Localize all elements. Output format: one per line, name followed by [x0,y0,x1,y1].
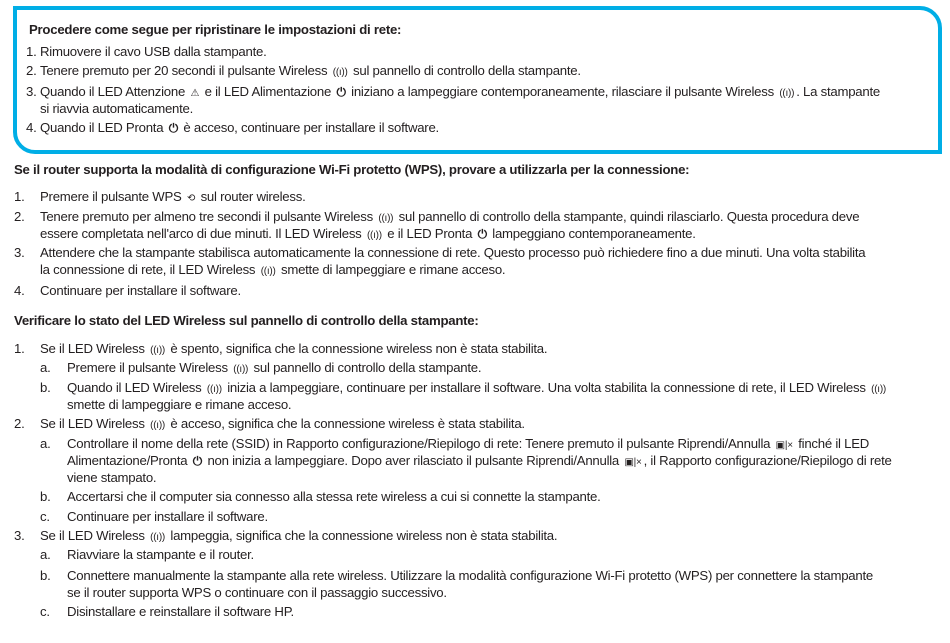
step-text: Rimuovere il cavo USB dalla stampante. [40,44,267,59]
step-number: 1. [14,189,25,204]
power-icon: ⏻ [192,454,203,468]
wps-icon: ⟲ [187,193,196,204]
step-text-part: lampeggiano contemporaneamente. [492,226,696,241]
step-text-part: sul pannello di controllo della stampante. [253,360,482,375]
wireless-icon: ((ı)) [779,88,795,99]
substep-letter: c. [40,509,50,524]
step-number: 3. [14,528,25,543]
resume-cancel-icon: ▣|× [775,440,793,451]
step-text-part: Quando il LED Pronta [40,120,164,135]
step-text-part: Tenere premuto per almeno tre secondi il pulsante Wireless [40,209,373,224]
substep-text-line2: smette di lampeggiare e rimane acceso. [67,397,292,412]
step-text-part: . La stampante [796,84,880,99]
wireless-icon: ((ı)) [206,384,222,395]
step-text-part: Premere il pulsante WPS [40,189,182,204]
substep-text: Riavviare la stampante e il router. [67,547,254,562]
wireless-icon: ((ı)) [332,67,348,78]
step-text-part: finché il LED [798,436,870,451]
step-text-part: essere completata nell'arco di due minuti. Il LED Wireless [40,226,362,241]
substep-letter: b. [40,568,51,583]
step-text-line2 [40,225,696,244]
step-text-part: è acceso, significa che la connessione wireless è stata stabilita. [170,416,525,431]
step-text-part: Alimentazione/Pronta [67,453,188,468]
substep-text: Continuare per installare il software. [67,509,268,524]
step-text-part: Tenere premuto per 20 secondi il pulsante Wireless [40,63,328,78]
step-text-part: è spento, significa che la connessione wireless non è stata stabilita. [170,341,548,356]
step-text: Continuare per installare il software. [40,283,241,298]
step-number: 1. [26,44,37,59]
substep-letter: a. [40,436,51,451]
step-text-part: è acceso, continuare per installare il software. [183,120,439,135]
step-text-part: iniziano a lampeggiare contemporaneamente, rilasciare il pulsante Wireless [351,84,774,99]
step-text-part: sul pannello di controllo della stampante. [353,63,581,78]
substep-text-line2: se il router supporta WPS o continuare con il passaggio successivo. [67,585,447,600]
power-icon: ⏻ [168,121,178,135]
substep-letter: b. [40,489,51,504]
wireless-icon: ((ı)) [260,266,276,277]
power-icon: ⏻ [336,85,346,99]
step-text-part: Controllare il nome della rete (SSID) in Rapporto configurazione/Riepilogo di rete: Tenere premuto il pulsante Riprendi/Annulla [67,436,771,451]
step-text [40,415,525,434]
step-number: 4. [26,120,37,135]
wireless-icon: ((ı)) [378,213,394,224]
resume-cancel-icon: ▣|× [624,457,642,468]
step-text [40,119,439,137]
wireless-icon: ((ı)) [366,230,382,241]
step-text-part: non inizia a lampeggiare. Dopo aver rilasciato il pulsante Riprendi/Annulla [207,453,620,468]
step-text [40,527,557,546]
wireless-icon: ((ı)) [150,420,165,431]
step-number: 3. [26,84,37,99]
step-text-part: Quando il LED Attenzione [40,84,186,99]
wps-section-title: Se il router supporta la modalità di configurazione Wi-Fi protetto (WPS), provare a utilizzarla per la connessione: [14,162,690,177]
step-text-part: sul router wireless. [200,189,306,204]
step-text-part: Se il LED Wireless [40,341,145,356]
step-text-part: Se il LED Wireless [40,528,145,543]
step-number: 1. [14,341,25,356]
step-text-part: e il LED Pronta [387,226,473,241]
step-text-line2 [40,261,505,280]
step-text [40,188,306,207]
step-text: Attendere che la stampante stabilisca automaticamente la connessione di rete. Questo processo può richiedere fino a due minuti. Una volta stabilita [40,245,866,260]
step-text-line2: si riavvia automaticamente. [40,101,194,116]
substep-text: Connettere manualmente la stampante alla rete wireless. Utilizzare la modalità configurazione Wi-Fi protetto (WPS) per connettere la stampante [67,568,873,583]
step-text-part: e il LED Alimentazione [204,84,332,99]
wireless-icon: ((ı)) [150,345,165,356]
wireless-icon: ((ı)) [150,532,165,543]
step-text-part: lampeggia, significa che la connessione wireless non è stata stabilita. [170,528,558,543]
substep-letter: a. [40,547,51,562]
step-text-part: Quando il LED Wireless [67,380,202,395]
attention-icon: ⚠ [190,88,200,99]
wireless-icon: ((ı)) [233,364,249,375]
step-number: 2. [26,63,37,78]
wireless-icon: ((ı)) [871,384,886,395]
substep-text-line3: viene stampato. [67,470,157,485]
substep-letter: c. [40,604,50,619]
substep-text: Accertarsi che il computer sia connesso alla stessa rete wireless a cui si connette la stampante. [67,489,601,504]
substep-letter: a. [40,360,51,375]
power-icon: ⏻ [477,227,487,241]
step-text-part: Premere il pulsante Wireless [67,360,228,375]
step-text-part: , il Rapporto configurazione/Riepilogo di rete [643,453,892,468]
substep-text-line2 [67,452,892,471]
step-text-part: smette di lampeggiare e rimane acceso. [280,262,506,277]
step-text-part: inizia a lampeggiare, continuare per installare il software. Una volta stabilita la connessione di rete, il LED Wireless [227,380,866,395]
step-text [40,62,581,81]
verify-section-title: Verificare lo stato del LED Wireless sul pannello di controllo della stampante: [14,313,479,328]
substep-text [67,359,481,378]
step-text [40,340,547,359]
step-number: 3. [14,245,25,260]
step-number: 2. [14,416,25,431]
step-text-part: sul pannello di controllo della stampante, quindi rilasciarlo. Questa procedura deve [398,209,860,224]
step-number: 2. [14,209,25,224]
substep-letter: b. [40,380,51,395]
substep-text: Disinstallare e reinstallare il software HP. [67,604,294,619]
step-text-part: la connessione di rete, il LED Wireless [40,262,256,277]
step-text-part: Se il LED Wireless [40,416,145,431]
callout-title: Procedere come segue per ripristinare le impostazioni di rete: [29,22,402,37]
step-number: 4. [14,283,25,298]
